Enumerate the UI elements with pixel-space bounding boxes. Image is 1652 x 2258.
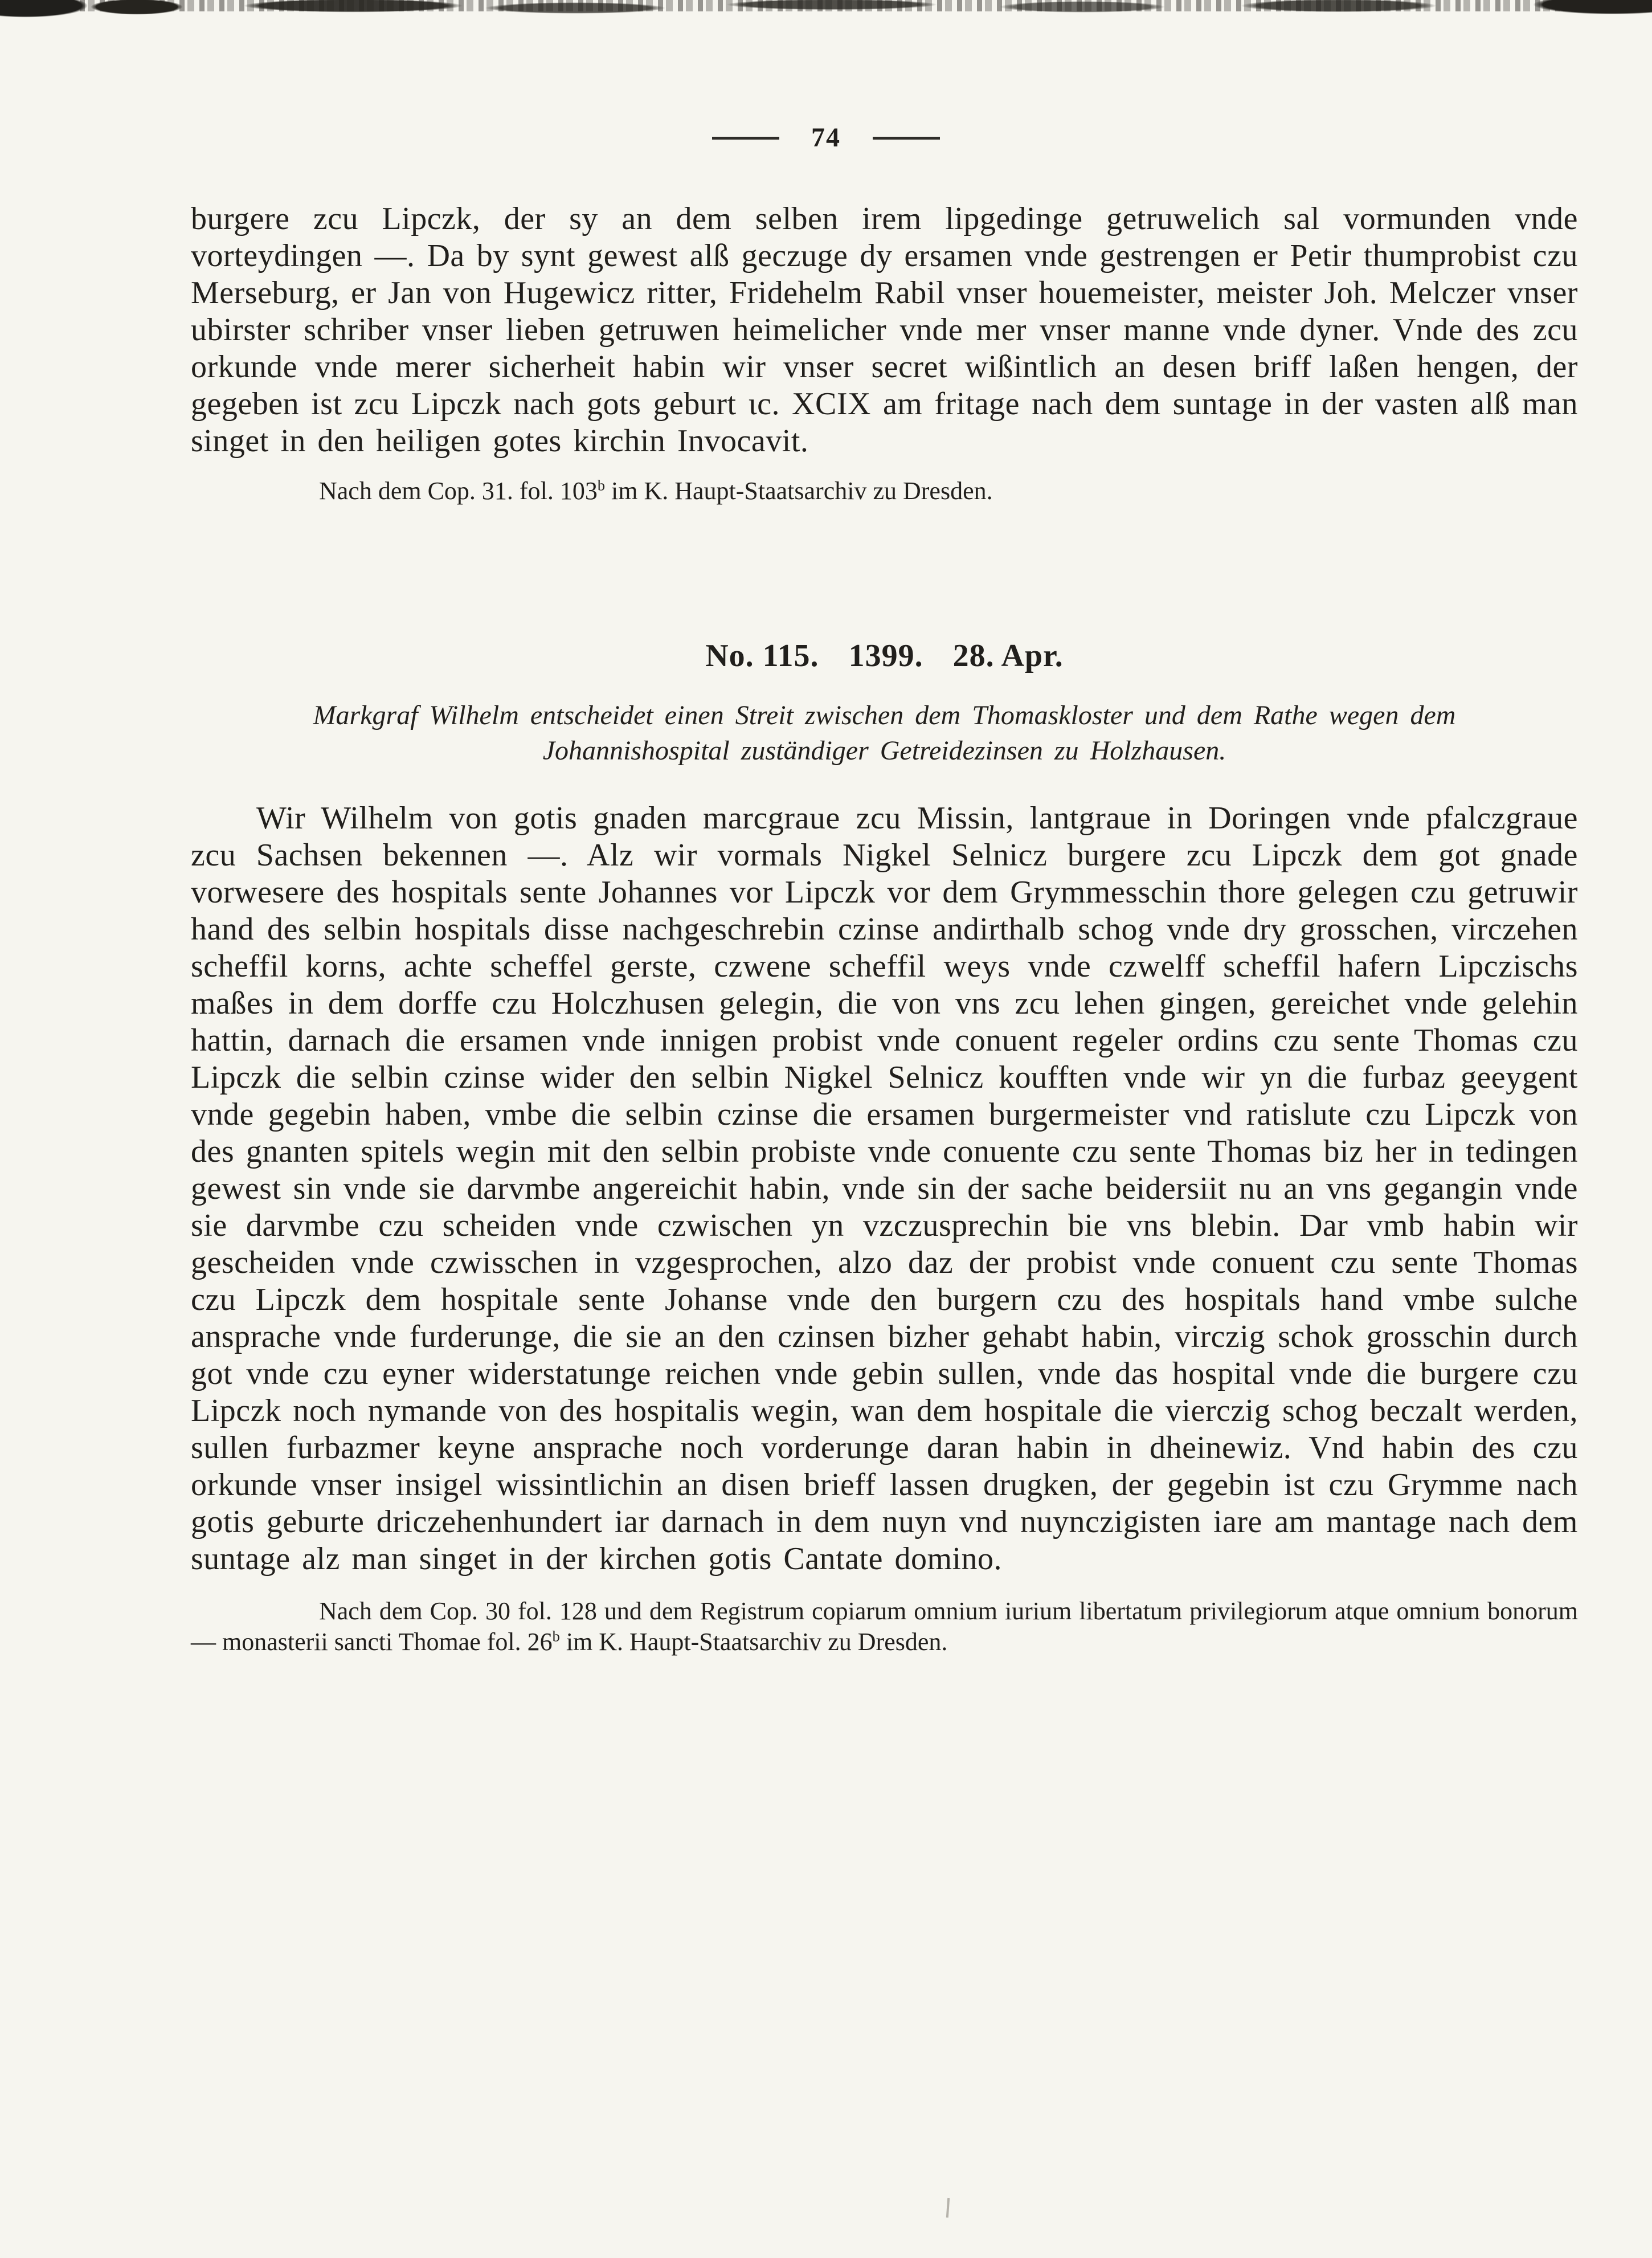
folio-superscript: b bbox=[552, 1627, 560, 1645]
folio-superscript: b bbox=[597, 476, 606, 494]
entry-number: No. 115. bbox=[705, 638, 819, 673]
entry-date: 28. Apr. bbox=[952, 638, 1064, 673]
page-header bbox=[0, 124, 1652, 152]
scan-artifact-bottom-mark bbox=[946, 2198, 950, 2218]
scan-artifact-top-edge bbox=[0, 0, 1652, 21]
entry-114-body-text: burgere zcu Lipczk, der sy an dem selben irem lipgedinge getruwelich sal vormunden vnde vorteydingen —. Da by synt gewest alß geczuge dy ersamen vnde gestrengen er Petir thumprobist czu Merseburg, er Jan von Hugewicz ritter, Fridehelm Rabil vnser houemeister, meister Joh. Melczer vnser ubirster schriber vnser lieben getruwen heimelicher vnde mer vnser manne vnde dyner. Vnde des zcu orkunde vnde merer sicherheit habin wir vnser secret wißintlich an desen briff laßen hengen, der gegeben ist zcu Lipczk nach gots geburt ɩc. XCIX am fritage nach dem suntage in der vasten alß man singet in den heiligen gotes kirchin Invocavit. bbox=[191, 201, 1578, 459]
page-number: 74 bbox=[811, 123, 841, 153]
page-number-rule-left bbox=[712, 137, 779, 140]
entry-114-source-note bbox=[191, 476, 1578, 507]
source-note-text: Nach dem Cop. 30 fol. 128 und dem Registrum copiarum omnium iurium libertatum privilegiorum atque omnium bonorum — monasterii sancti Thomae fol. 26 bbox=[191, 1597, 1578, 1656]
entry-115-heading bbox=[191, 638, 1578, 674]
entry-115-body-text: Wir Wilhelm von gotis gnaden marcgraue zcu Missin, lantgraue in Doringen vnde pfalczgraue zcu Sachsen bekennen —. Alz wir vormals Nigkel Selnicz burgere zcu Lipczk dem got gnade vorwesere des hospitals sente Johannes vor Lipczk vor dem Grymmesschin thore gelegen czu getruwir hand des selbin hospitals disse nachgeschrebin czinse andirthalb schog vnde dry grosschen, virczehen scheffil korns, achte scheffel gerste, czwene scheffil weys vnde czwelff scheffil hafern Lipczischs maßes in dem dorffe czu Holczhusen gelegin, die von vns zcu lehen gingen, gereichet vnde gelehin hattin, darnach die ersamen vnde innigen probist vnde conuent regeler ordins czu sente Thomas czu Lipczk die selbin czinse wider den selbin Nigkel Selnicz koufften vnde wir yn die furbaz geeygent vnde gegebin haben, vmbe die selbin czinse die ersamen burgermeister vnd ratislute czu Lipczk von des gnanten spitels wegin mit den selbin probiste vnde conuente czu sente Thomas biz her in tedingen gewest sin vnde sie darvmbe angereichit habin, vnde sin der sache beidersiit nu an vns gegangin vnde sie darvmbe czu scheiden vnde czwischen yn vzczusprechin bie vns blebin. Dar vmb habin wir gescheiden vnde czwisschen in vzgesprochen, alzo daz der probist vnde conuent czu sente Thomas czu Lipczk dem hospitale sente Johanse vnde den burgern czu des hospitals hand vmbe sulche ansprache vnde furderunge, die sie an den czinsen bizher gehabt habin, virczig schok grosschin durch got vnde czu eyner widerstatunge reichen vnde gebin sullen, vnde das hospital vnde die burgere czu Lipczk noch nymande von des hospitalis wegin, wan dem hospitale die vierczig schog beczalt werden, sullen furbazmer keyne ansprache noch vorderunge daran habin in dheinewiz. Vnd habin des czu orkunde vnser insigel wissintlichin an disen brieff lassen drugken, der gegebin ist czu Grymme nach gotis geburte driczehenhundert iar darnach in dem nuyn vnd nuynczigisten iare am mantage nach dem suntage alz man singet in der kirchen gotis Cantate domino. bbox=[191, 801, 1578, 1577]
entry-115-regest-subtitle: Markgraf Wilhelm entscheidet einen Streit zwischen dem Thomaskloster und dem Rathe wegen dem Johannishospital zuständiger Getreidezinsen zu Holzhausen. bbox=[313, 700, 1456, 766]
source-note-text: Nach dem Cop. 31. fol. 103 bbox=[319, 477, 598, 505]
entry-115-source-note bbox=[191, 1596, 1578, 1657]
entry-year: 1399. bbox=[848, 638, 923, 673]
source-note-text: im K. Haupt-Staatsarchiv zu Dresden. bbox=[605, 477, 993, 505]
text-column bbox=[191, 201, 1578, 1657]
page-number-rule-right bbox=[873, 137, 940, 140]
source-note-text: im K. Haupt-Staatsarchiv zu Dresden. bbox=[559, 1628, 948, 1656]
